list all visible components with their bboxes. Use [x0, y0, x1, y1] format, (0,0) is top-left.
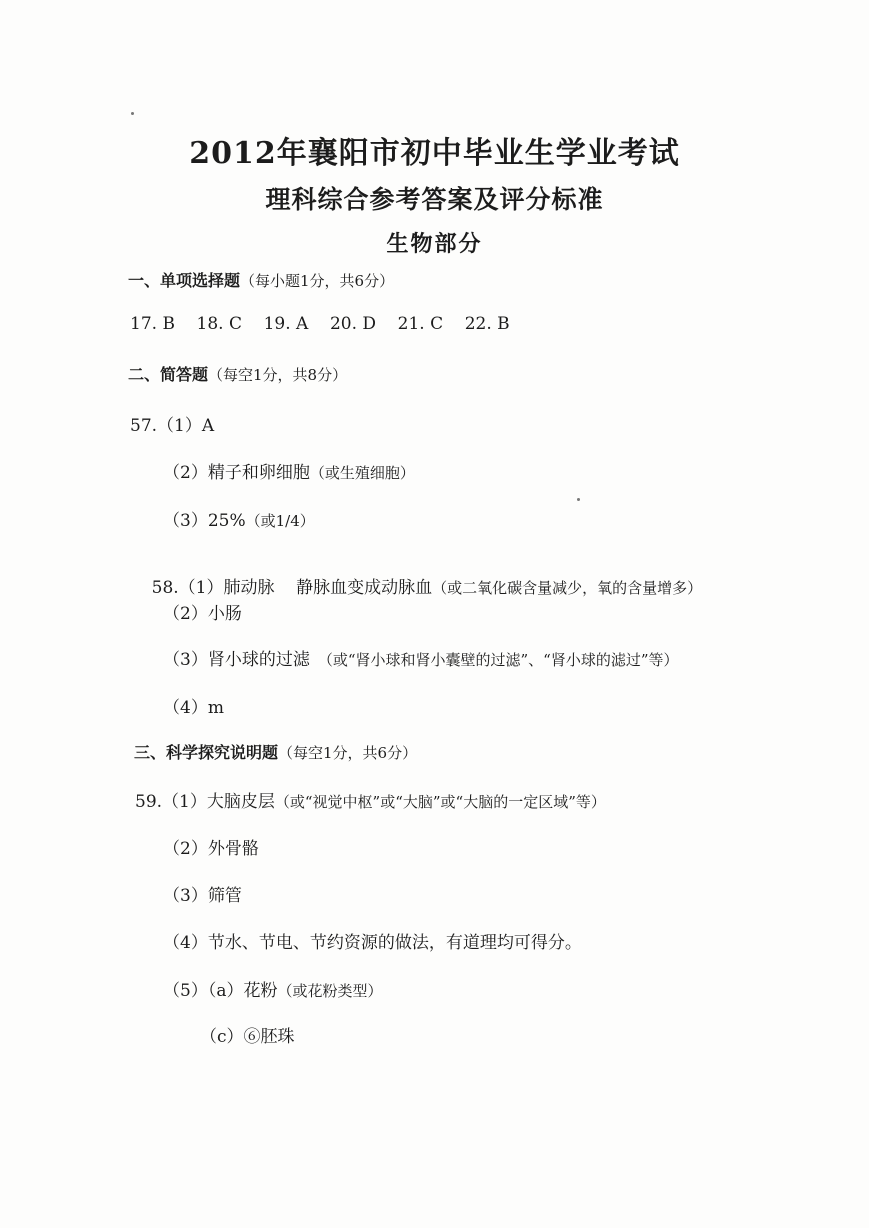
- q58-answer-4: （4）m: [163, 698, 224, 718]
- q58-answer-2: （2）小肠: [163, 604, 242, 624]
- part1-heading-line: [128, 268, 394, 291]
- q59-answer-1: [135, 787, 606, 812]
- q59-answer-2: （2）外骨骼: [163, 839, 259, 859]
- q59-answer-5: [163, 976, 382, 1001]
- q59-answer-5-note: （或花粉类型）: [277, 982, 383, 1000]
- part1-answers: 17. B 18. C 19. A 20. D 21. C 22. B: [130, 314, 510, 334]
- document-title: 2012年襄阳市初中毕业生学业考试: [189, 136, 680, 171]
- q59-answer-4: （4）节水、节电、节约资源的做法，有道理均可得分。: [163, 933, 582, 953]
- q57-answer-2-note: （或生殖细胞）: [309, 464, 415, 482]
- section-title: 生物部分: [386, 231, 483, 257]
- q59-answer-5-text: （5）（a）花粉: [163, 981, 278, 1001]
- q58-answer-3: [163, 645, 679, 670]
- scan-speck: [577, 498, 580, 501]
- q58-answer-1-text: 58.（1）肺动脉 静脉血变成动脉血: [151, 578, 433, 598]
- q58-answer-1-note: （或二氧化碳含量减少，氧的含量增多）: [432, 579, 703, 597]
- part2-heading: 二、简答题: [128, 365, 209, 384]
- q57-answer-2: [163, 458, 415, 483]
- part2-score-note: （每空1分，共8分）: [208, 366, 348, 384]
- part1-score-note: （每小题1分，共6分）: [240, 272, 395, 290]
- part3-score-note: （每空1分，共6分）: [278, 744, 418, 762]
- part3-heading-line: [134, 740, 417, 763]
- q57-answer-3-note: （或1/4）: [245, 512, 315, 530]
- q58-answer-3-text: （3）肾小球的过滤: [163, 650, 310, 670]
- q59-answer-3: （3）筛管: [163, 886, 242, 906]
- part2-heading-line: [128, 362, 347, 385]
- document-subtitle: 理科综合参考答案及评分标准: [265, 185, 604, 214]
- q57-answer-1: 57.（1）A: [130, 416, 215, 436]
- q59-answer-1-text: 59.（1）大脑皮层: [135, 792, 275, 812]
- scan-speck: [131, 112, 134, 115]
- q57-answer-2-text: （2）精子和卵细胞: [163, 463, 310, 483]
- part1-heading: 一、单项选择题: [128, 271, 241, 290]
- q57-answer-3-text: （3）25%: [163, 511, 246, 531]
- q59-answer-1-note: （或“视觉中枢”或“大脑”或“大脑的一定区域”等）: [274, 793, 606, 811]
- q57-answer-3: [163, 506, 315, 531]
- q59-answer-6: （c）⑥胚珠: [200, 1027, 295, 1047]
- q58-answer-3-note: （或“肾小球和肾小囊壁的过滤”、“肾小球的滤过”等）: [317, 651, 679, 669]
- part3-heading: 三、科学探究说明题: [134, 743, 279, 762]
